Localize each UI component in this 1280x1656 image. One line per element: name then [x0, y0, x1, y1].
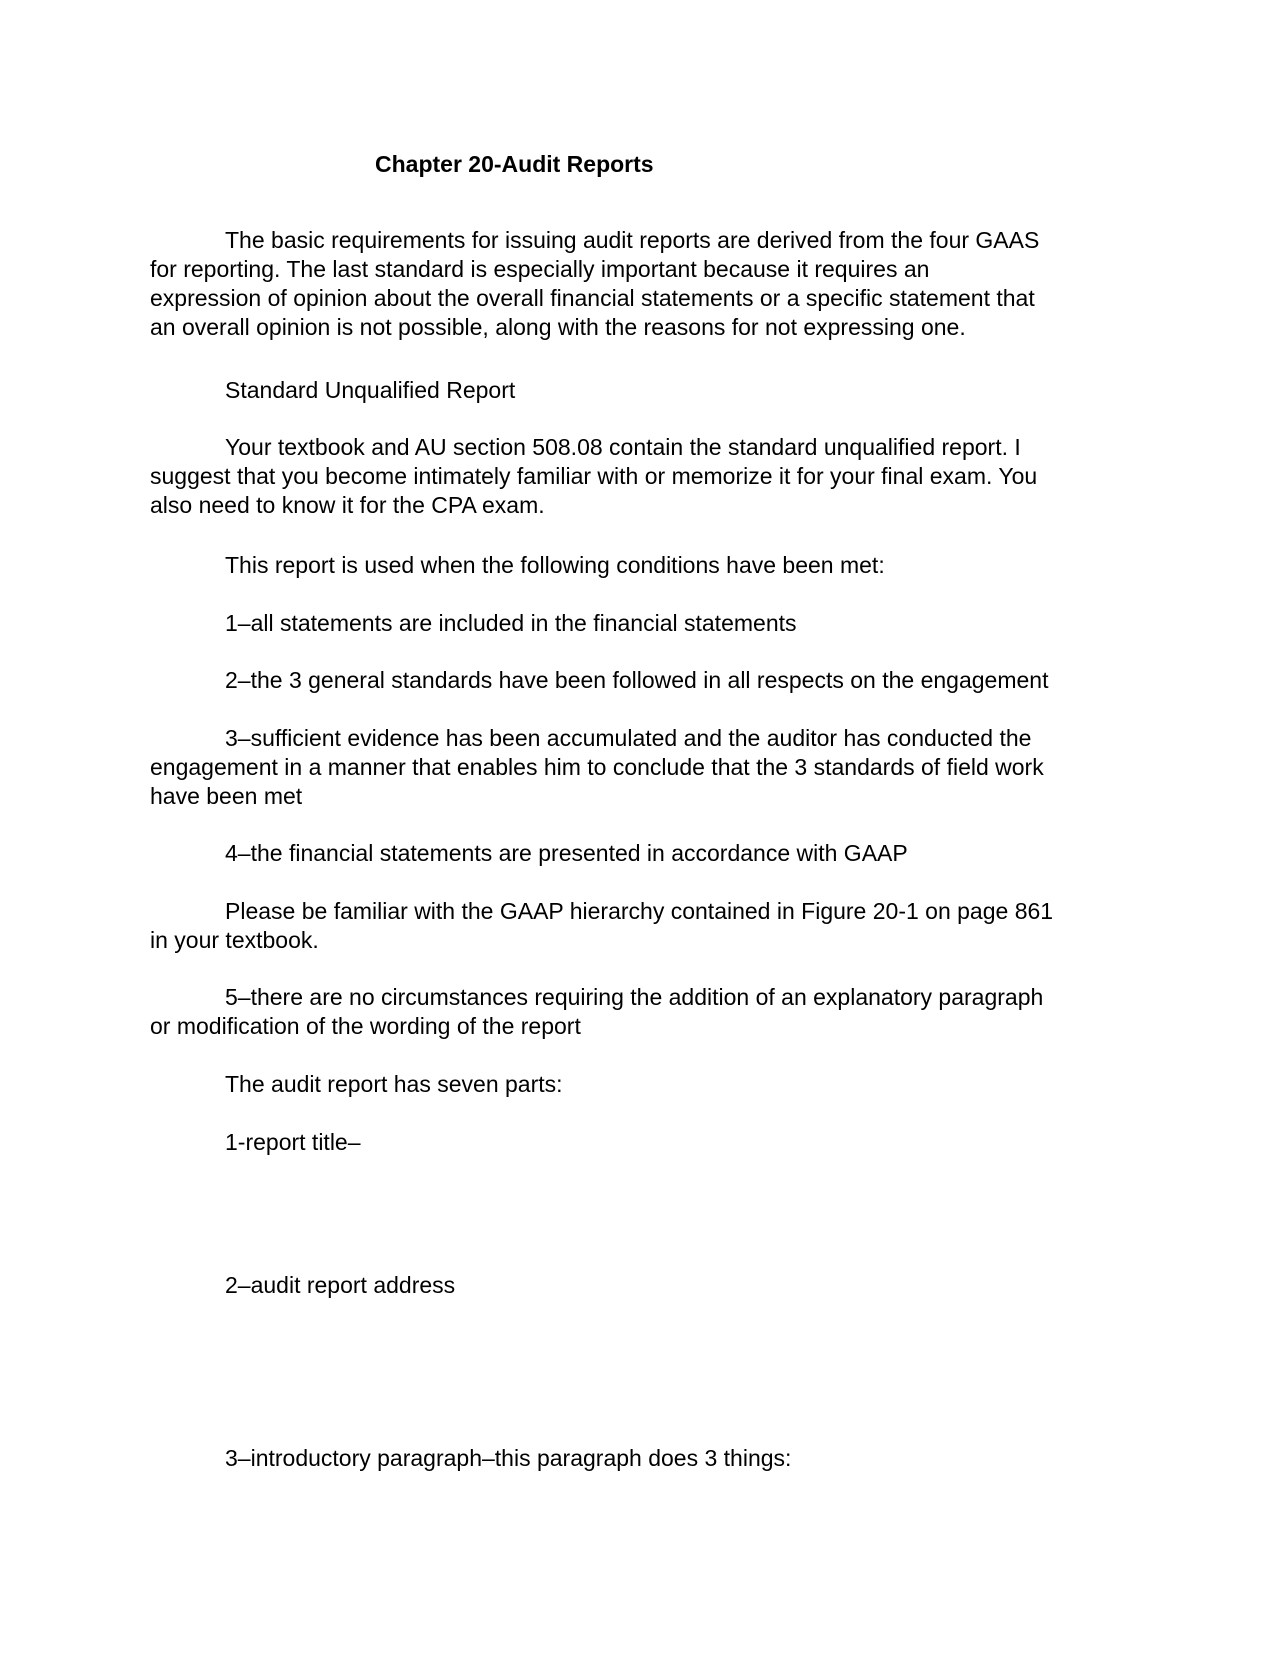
part-1 [150, 1128, 1130, 1157]
text-line: 1-report title– [225, 1129, 361, 1155]
text-line: an overall opinion is not possible, along with the reasons for not expressing one. [150, 314, 966, 340]
text-line: The basic requirements for issuing audit reports are derived from the four GAAS [225, 227, 1040, 253]
text-line: 3–introductory paragraph–this paragraph does 3 things: [225, 1445, 792, 1471]
section-heading [150, 376, 1130, 405]
text-line: 5–there are no circumstances requiring the addition of an explanatory paragraph [225, 984, 1044, 1010]
text-line: for reporting. The last standard is especially important because it requires an [150, 256, 930, 282]
text-line: Please be familiar with the GAAP hierarchy contained in Figure 20-1 on page 861 [225, 898, 1054, 924]
text-line: 2–audit report address [225, 1272, 456, 1298]
part-3 [150, 1444, 1130, 1473]
condition-3 [150, 724, 1130, 811]
gaap-note [150, 897, 1130, 955]
text-line: 3–sufficient evidence has been accumulated and the auditor has conducted the [225, 725, 1032, 751]
condition-1 [150, 609, 1130, 638]
text-line: in your textbook. [150, 927, 319, 953]
parts-intro [150, 1070, 1130, 1099]
page-title: Chapter 20-Audit Reports [375, 151, 654, 177]
text-line: engagement in a manner that enables him to conclude that the 3 standards of field work [150, 754, 1044, 780]
text-line: have been met [150, 783, 303, 809]
part-2 [150, 1271, 1130, 1300]
text-line: This report is used when the following conditions have been met: [225, 552, 885, 578]
condition-5 [150, 983, 1130, 1041]
condition-2 [150, 666, 1130, 695]
conditions-intro [150, 551, 1130, 580]
textbook-paragraph [150, 433, 1130, 520]
text-line: or modification of the wording of the report [150, 1013, 581, 1039]
text-line: suggest that you become intimately familiar with or memorize it for your final exam. You [150, 463, 1038, 489]
text-line: 4–the financial statements are presented in accordance with GAAP [225, 840, 908, 866]
text-line: expression of opinion about the overall financial statements or a specific statement that [150, 285, 1035, 311]
text-line: The audit report has seven parts: [225, 1071, 563, 1097]
text-line: Standard Unqualified Report [225, 377, 516, 403]
text-line: Your textbook and AU section 508.08 contain the standard unqualified report. I [225, 434, 1021, 460]
condition-4 [150, 839, 1130, 868]
intro-paragraph [150, 226, 1130, 342]
text-line: 2–the 3 general standards have been followed in all respects on the engagement [225, 667, 1049, 693]
text-line: 1–all statements are included in the financial statements [225, 610, 797, 636]
text-line: also need to know it for the CPA exam. [150, 492, 545, 518]
